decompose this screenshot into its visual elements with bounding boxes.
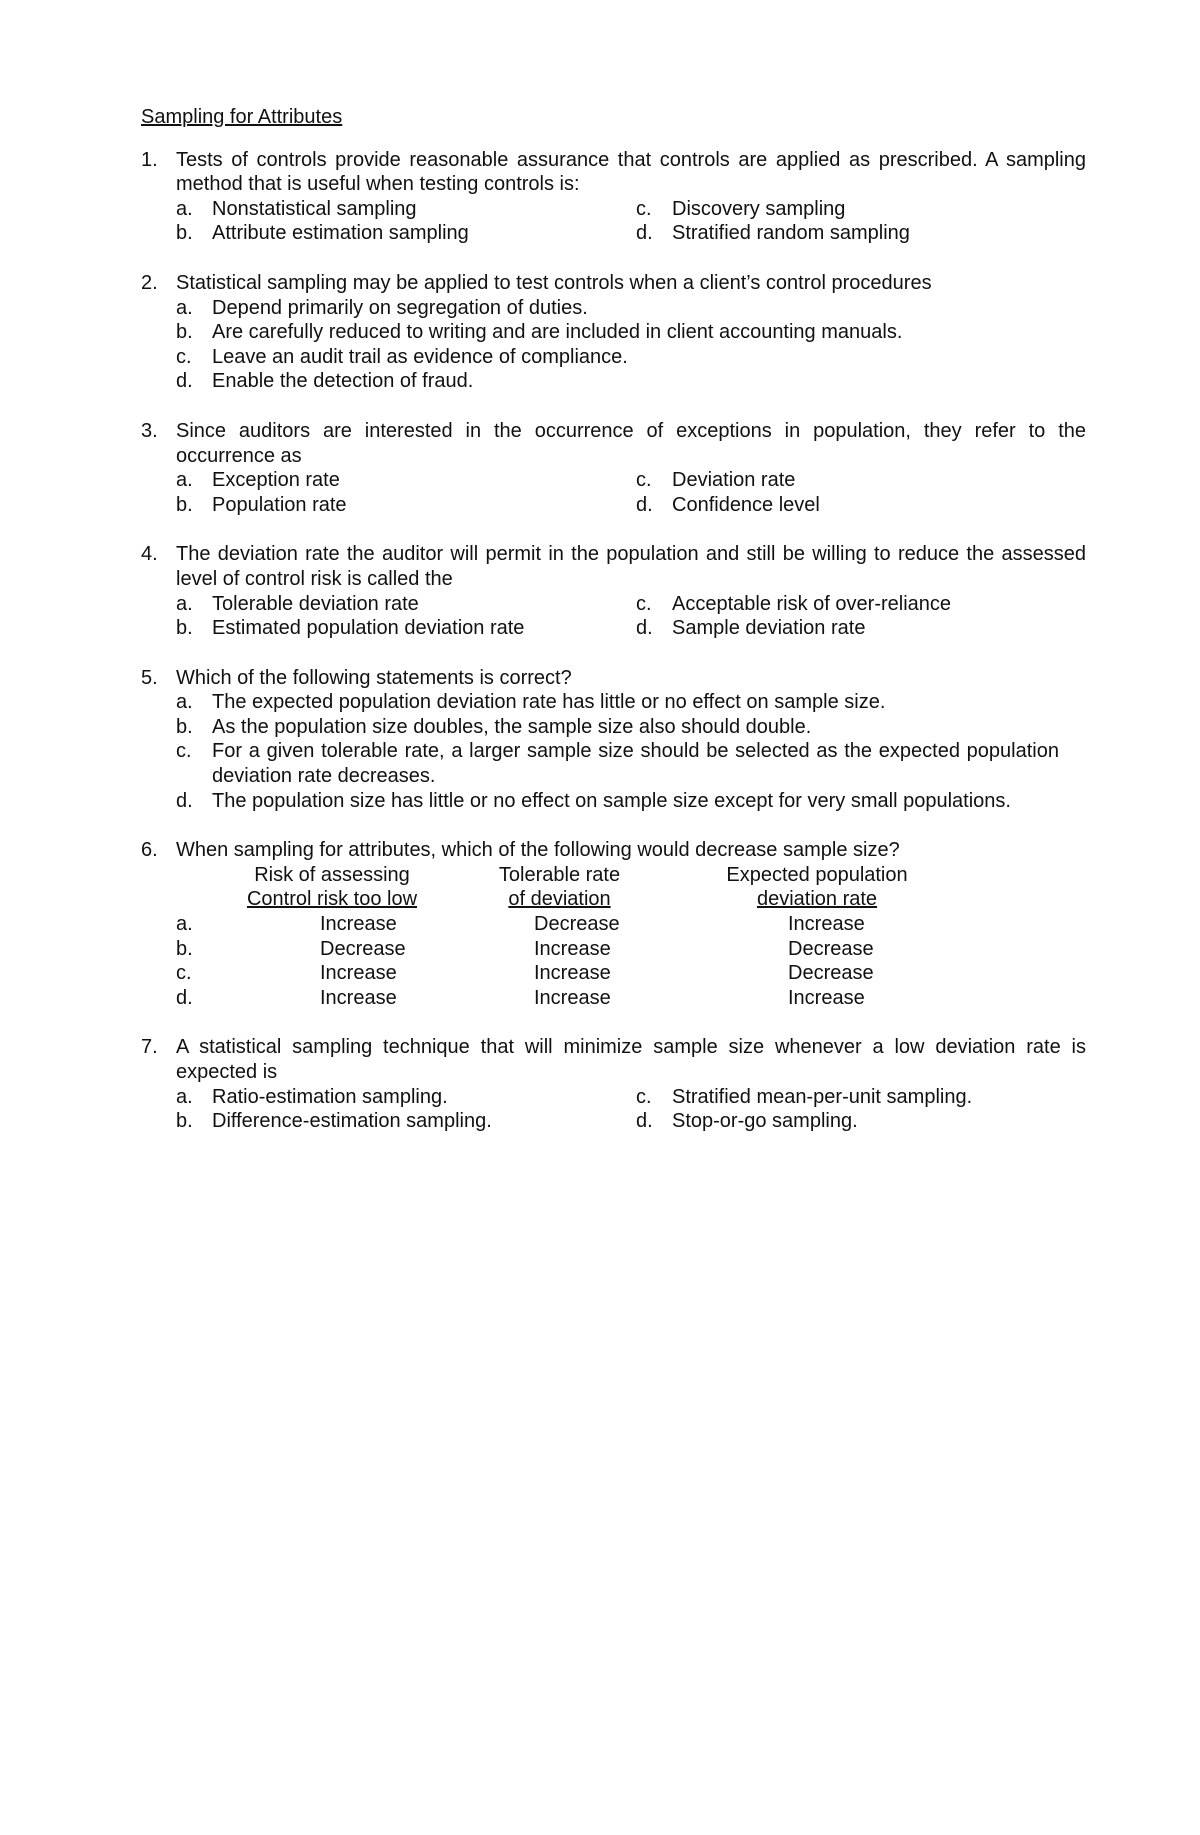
option-text: Confidence level — [672, 493, 820, 516]
option-text: Stratified mean-per-unit sampling. — [672, 1085, 973, 1108]
table-row — [176, 912, 1086, 937]
option-text: Depend primarily on segregation of duties. — [212, 296, 588, 319]
option-a — [176, 468, 636, 493]
option-text: Population rate — [212, 493, 347, 516]
option-letter: a. — [176, 197, 193, 220]
option-b — [176, 221, 636, 246]
option-letter: d. — [636, 493, 653, 516]
option-c — [636, 592, 951, 617]
question-2 — [141, 271, 1086, 394]
question-text: Statistical sampling may be applied to test controls when a client’s control procedures — [176, 271, 932, 294]
option-letter: a. — [176, 469, 193, 492]
option-text: Nonstatistical sampling — [212, 197, 417, 220]
option-letter: a. — [176, 592, 193, 615]
table-header-row — [176, 863, 1086, 888]
option-c — [636, 468, 795, 493]
question-number: 2. — [141, 271, 158, 294]
table-cell: Increase — [320, 962, 397, 985]
question-stem — [141, 271, 1086, 296]
question-stem — [141, 542, 1086, 591]
option-d — [636, 616, 865, 641]
option-letter: d. — [176, 986, 193, 1009]
option-text: As the population size doubles, the sample size also should double. — [212, 715, 812, 738]
question-text: Tests of controls provide reasonable assurance that controls are applied as prescribed. A sampling method that is useful when testing controls is: — [176, 148, 1086, 196]
column-header: Expected population — [726, 863, 908, 886]
option-text: Are carefully reduced to writing and are included in client accounting manuals. — [212, 321, 903, 344]
question-stem — [141, 838, 1086, 863]
option-a — [176, 1085, 636, 1110]
table-cell: Decrease — [788, 937, 874, 960]
table-cell: Increase — [534, 937, 611, 960]
option-text: For a given tolerable rate, a larger sample size should be selected as the expected population deviation rate decreases. — [212, 740, 1059, 788]
table-header-row — [176, 887, 1086, 912]
table-cell: Decrease — [534, 913, 620, 936]
option-b — [176, 1109, 636, 1134]
question-3 — [141, 419, 1086, 517]
answer-options — [176, 468, 1086, 517]
option-letter: c. — [636, 592, 652, 615]
option-letter: c. — [176, 345, 192, 368]
question-number: 4. — [141, 543, 158, 566]
option-text: Exception rate — [212, 469, 340, 492]
question-1 — [141, 148, 1086, 246]
option-text: Stratified random sampling — [672, 222, 910, 245]
question-5 — [141, 666, 1086, 814]
option-text: Discovery sampling — [672, 197, 846, 220]
option-d — [636, 493, 820, 518]
question-6 — [141, 838, 1086, 1010]
question-stem — [141, 1035, 1086, 1084]
table-cell: Decrease — [320, 937, 406, 960]
option-letter: c. — [176, 740, 192, 763]
option-text: Sample deviation rate — [672, 617, 866, 640]
question-text: Which of the following statements is correct? — [176, 666, 572, 689]
option-letter: c. — [636, 1085, 652, 1108]
option-text: Stop-or-go sampling. — [672, 1110, 858, 1133]
question-7 — [141, 1035, 1086, 1133]
option-b — [176, 320, 1086, 345]
answer-options — [176, 197, 1086, 246]
option-d — [636, 221, 910, 246]
question-stem — [141, 419, 1086, 468]
table-row — [176, 937, 1086, 962]
option-letter: d. — [636, 222, 653, 245]
table-cell: Increase — [788, 913, 865, 936]
option-b — [176, 715, 1086, 740]
option-c — [176, 345, 1086, 370]
question-number: 5. — [141, 666, 158, 689]
option-d — [176, 369, 1086, 394]
question-number: 3. — [141, 419, 158, 442]
answer-options — [176, 296, 1086, 394]
option-text: Estimated population deviation rate — [212, 617, 525, 640]
option-letter: d. — [176, 370, 193, 393]
option-letter: b. — [176, 321, 193, 344]
option-letter: b. — [176, 715, 193, 738]
option-text: Enable the detection of fraud. — [212, 370, 474, 393]
option-letter: b. — [176, 937, 193, 960]
column-header: of deviation — [508, 888, 611, 911]
table-cell: Increase — [534, 962, 611, 985]
option-text: Ratio-estimation sampling. — [212, 1085, 448, 1108]
question-text: The deviation rate the auditor will permit in the population and still be willing to reduce the assessed level of control risk is called the — [176, 543, 1086, 590]
option-letter: a. — [176, 913, 193, 936]
option-letter: a. — [176, 691, 193, 714]
option-a — [176, 197, 636, 222]
option-b — [176, 616, 636, 641]
option-letter: c. — [636, 469, 652, 492]
column-header: Tolerable rate — [498, 863, 621, 886]
option-d — [176, 789, 1086, 814]
question-stem — [141, 666, 1086, 691]
document-title: Sampling for Attributes — [141, 106, 343, 128]
column-header: Risk of assessing — [254, 863, 410, 886]
table-cell: Increase — [320, 913, 397, 936]
option-b — [176, 493, 636, 518]
table-row — [176, 986, 1086, 1011]
option-letter: c. — [176, 962, 192, 985]
table-cell: Increase — [320, 986, 397, 1009]
option-text: Acceptable risk of over-reliance — [672, 592, 952, 615]
answer-options — [176, 1085, 1086, 1134]
question-text: Since auditors are interested in the occurrence of exceptions in population, they refer to the occurrence as — [176, 419, 1086, 467]
answer-table — [141, 863, 1086, 1011]
option-letter: b. — [176, 493, 193, 516]
column-header: deviation rate — [756, 888, 878, 911]
document-body — [141, 105, 1086, 1159]
option-c — [636, 197, 845, 222]
option-text: Deviation rate — [672, 469, 796, 492]
question-text: When sampling for attributes, which of the following would decrease sample size? — [176, 839, 900, 862]
option-letter: c. — [636, 197, 652, 220]
option-text: The expected population deviation rate has little or no effect on sample size. — [212, 691, 886, 714]
option-text: Attribute estimation sampling — [212, 222, 469, 245]
option-text: The population size has little or no effect on sample size except for very small populations. — [212, 789, 1011, 812]
question-number: 6. — [141, 839, 158, 862]
answer-options — [176, 592, 1086, 641]
question-text: A statistical sampling technique that will minimize sample size whenever a low deviation rate is expected is — [176, 1036, 1086, 1083]
option-text: Tolerable deviation rate — [212, 592, 419, 615]
option-c — [176, 739, 1086, 788]
question-stem — [141, 148, 1086, 197]
option-text: Difference-estimation sampling. — [212, 1110, 492, 1133]
option-letter: a. — [176, 296, 193, 319]
option-d — [636, 1109, 858, 1134]
option-letter: b. — [176, 222, 193, 245]
table-cell: Decrease — [788, 962, 874, 985]
question-number: 1. — [141, 148, 158, 171]
table-cell: Increase — [534, 986, 611, 1009]
option-c — [636, 1085, 972, 1110]
option-letter: d. — [176, 789, 193, 812]
column-header: Control risk too low — [246, 888, 418, 911]
option-letter: b. — [176, 1110, 193, 1133]
option-a — [176, 296, 1086, 321]
question-4 — [141, 542, 1086, 640]
option-a — [176, 592, 636, 617]
option-letter: d. — [636, 617, 653, 640]
option-letter: d. — [636, 1110, 653, 1133]
option-a — [176, 690, 1086, 715]
option-letter: b. — [176, 617, 193, 640]
question-number: 7. — [141, 1036, 158, 1059]
option-text: Leave an audit trail as evidence of compliance. — [212, 345, 628, 368]
option-letter: a. — [176, 1085, 193, 1108]
answer-options — [176, 690, 1086, 813]
table-row — [176, 961, 1086, 986]
table-cell: Increase — [788, 986, 865, 1009]
